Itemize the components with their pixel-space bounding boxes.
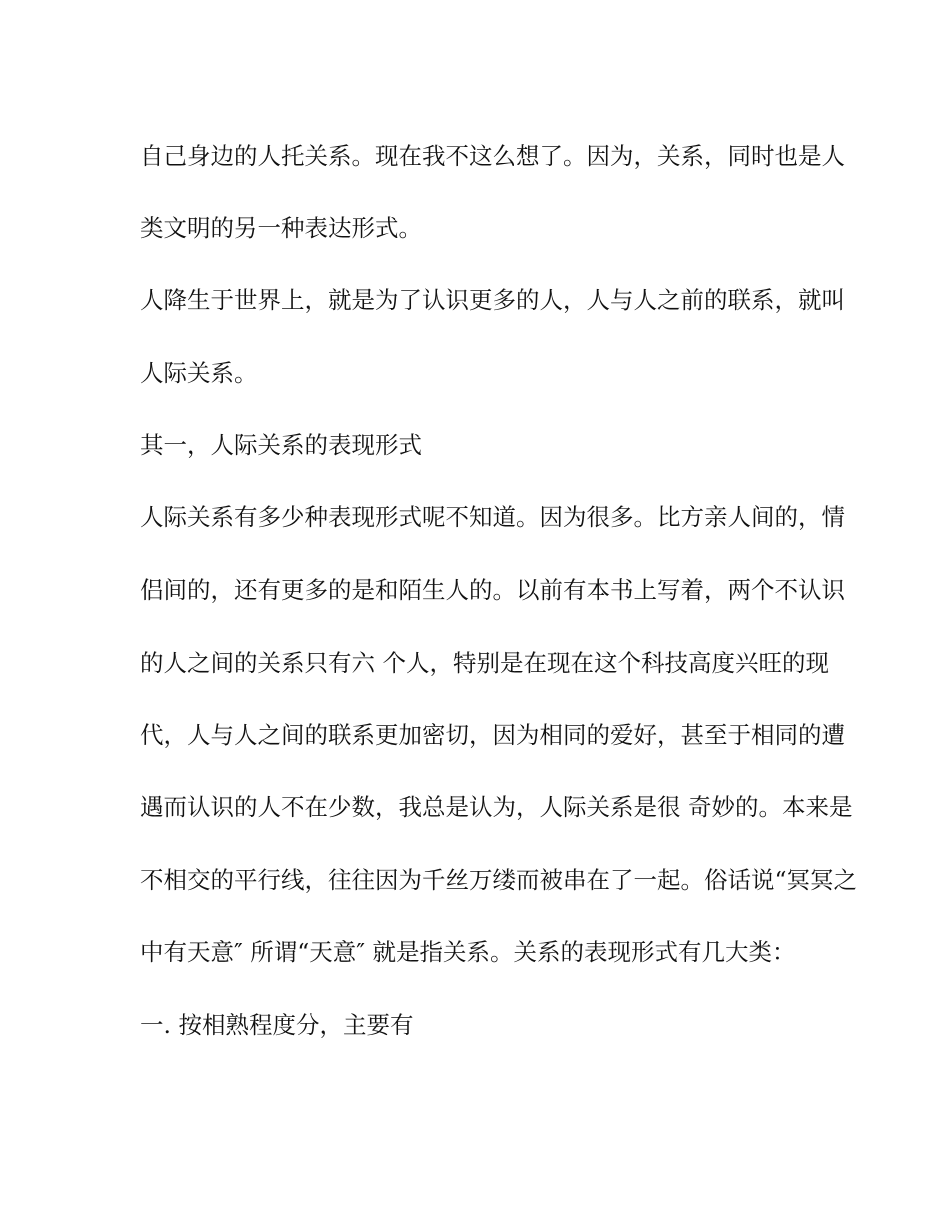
list-heading: 一. 按相熟程度分，主要有 <box>140 1011 414 1039</box>
text-line-8: 的人之间的关系只有六 个人，特别是在现在这个科技高度兴旺的现 <box>140 649 829 677</box>
text-line-4: 人际关系。 <box>140 359 258 387</box>
text-line-12: 中有天意″ 所谓“天意″ 就是指关系。关系的表现形式有几大类： <box>140 938 796 966</box>
section-heading: 其一，人际关系的表现形式 <box>140 431 422 459</box>
text-line-1: 自己身边的人托关系。现在我不这么想了。因为，关系，同时也是人 <box>140 142 845 170</box>
text-line-9: 代，人与人之间的联系更加密切，因为相同的爱好，甚至于相同的遭 <box>140 721 845 749</box>
text-line-2: 类文明的另一种表达形式。 <box>140 214 422 242</box>
text-line-6: 人际关系有多少种表现形式呢不知道。因为很多。比方亲人间的，情 <box>140 503 845 531</box>
text-line-3: 人降生于世界上，就是为了认识更多的人，人与人之前的联系，就叫 <box>140 286 845 314</box>
text-line-7: 侣间的，还有更多的是和陌生人的。以前有本书上写着，两个不认识 <box>140 576 845 604</box>
text-line-11: 不相交的平行线，往往因为千丝万缕而被串在了一起。俗话说“冥冥之 <box>140 866 858 894</box>
text-line-10: 遇而认识的人不在少数，我总是认为，人际关系是很 奇妙的。本来是 <box>140 793 853 821</box>
